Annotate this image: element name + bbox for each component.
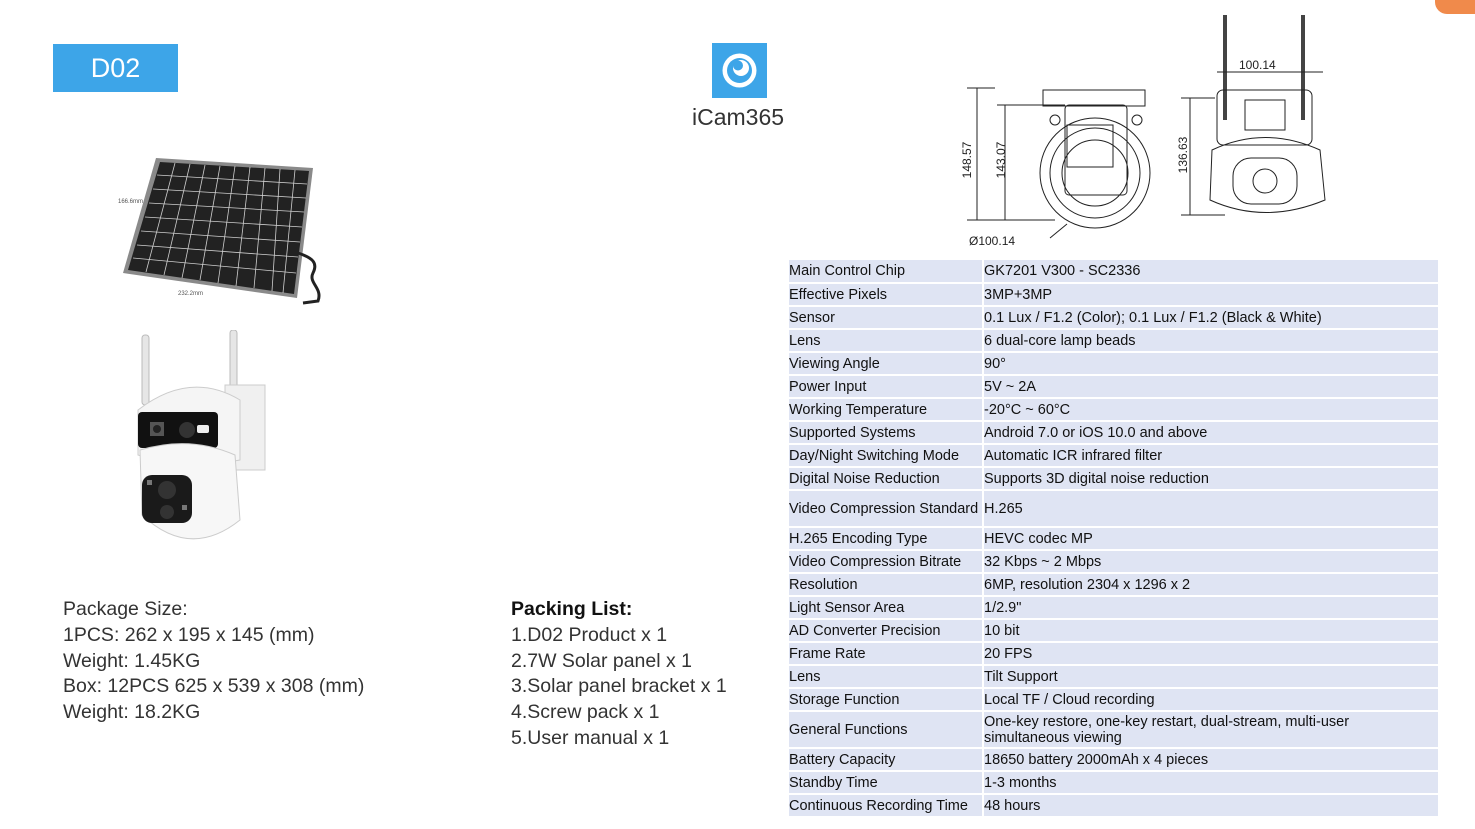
package-line: Package Size: — [63, 598, 188, 620]
spec-row — [789, 260, 1438, 283]
spec-value: 6MP, resolution 2304 x 1296 x 2 — [983, 573, 1438, 596]
spec-value: One-key restore, one-key restart, dual-stream, multi-user simultaneous viewing — [983, 711, 1438, 748]
spec-row — [789, 444, 1438, 467]
spec-key: Digital Noise Reduction — [789, 467, 983, 490]
spec-key: Effective Pixels — [789, 283, 983, 306]
spec-row — [789, 421, 1438, 444]
spec-row — [789, 283, 1438, 306]
spec-value: 6 dual-core lamp beads — [983, 329, 1438, 352]
spec-row — [789, 527, 1438, 550]
spec-value: Tilt Support — [983, 665, 1438, 688]
packing-item: 5.User manual x 1 — [511, 726, 670, 749]
spec-key: Continuous Recording Time — [789, 794, 983, 817]
spec-key: Working Temperature — [789, 398, 983, 421]
spec-key: AD Converter Precision — [789, 619, 983, 642]
spec-key: Viewing Angle — [789, 352, 983, 375]
spec-value: 32 Kbps ~ 2 Mbps — [983, 550, 1438, 573]
spec-row — [789, 573, 1438, 596]
packing-item: 3.Solar panel bracket x 1 — [511, 675, 727, 698]
package-info — [63, 597, 364, 726]
dim-height-2: 143.07 — [994, 141, 1008, 179]
spec-value: 3MP+3MP — [983, 283, 1438, 306]
spec-value: 0.1 Lux / F1.2 (Color); 0.1 Lux / F1.2 (Black & White) — [983, 306, 1438, 329]
spec-row — [789, 329, 1438, 352]
package-line: 1PCS: 262 x 195 x 145 (mm) — [63, 623, 315, 646]
spec-row — [789, 398, 1438, 421]
spec-row — [789, 771, 1438, 794]
spec-row — [789, 375, 1438, 398]
dim-height-3: 136.63 — [1176, 136, 1190, 174]
spec-key: Supported Systems — [789, 421, 983, 444]
packing-item: 1.D02 Product x 1 — [511, 623, 668, 646]
spec-row — [789, 794, 1438, 817]
spec-key: Standby Time — [789, 771, 983, 794]
spec-value: 1-3 months — [983, 771, 1438, 794]
spec-row — [789, 748, 1438, 771]
model-badge: D02 — [53, 44, 178, 92]
spec-row — [789, 642, 1438, 665]
spec-key: Sensor — [789, 306, 983, 329]
dim-width: 100.14 — [1239, 58, 1276, 72]
spec-value: 20 FPS — [983, 642, 1438, 665]
spec-key: Storage Function — [789, 688, 983, 711]
spec-row — [789, 619, 1438, 642]
packing-item: 2.7W Solar panel x 1 — [511, 649, 693, 672]
spec-value: Local TF / Cloud recording — [983, 688, 1438, 711]
spec-value: 1/2.9" — [983, 596, 1438, 619]
spec-value: 5V ~ 2A — [983, 375, 1438, 398]
spec-row — [789, 550, 1438, 573]
spec-table — [789, 260, 1438, 818]
spec-value: 48 hours — [983, 794, 1438, 817]
icam365-app-icon — [712, 43, 767, 98]
solar-dim-a: 166.6mm — [118, 199, 144, 205]
camera-image — [130, 330, 272, 550]
spec-row — [789, 306, 1438, 329]
spec-key: Lens — [789, 329, 983, 352]
spec-key: Battery Capacity — [789, 748, 983, 771]
spec-value: 10 bit — [983, 619, 1438, 642]
spec-value: Supports 3D digital noise reduction — [983, 467, 1438, 490]
spec-row — [789, 352, 1438, 375]
spec-row — [789, 596, 1438, 619]
spec-key: Video Compression Bitrate — [789, 550, 983, 573]
spec-key: H.265 Encoding Type — [789, 527, 983, 550]
package-line: Weight: 1.45KG — [63, 649, 201, 672]
spec-key: Video Compression Standard — [789, 490, 983, 527]
packing-list — [511, 597, 727, 752]
packing-list-title: Packing List: — [511, 598, 633, 620]
spec-row — [789, 467, 1438, 490]
spec-key: Lens — [789, 665, 983, 688]
spec-row — [789, 490, 1438, 527]
spec-value: Automatic ICR infrared filter — [983, 444, 1438, 467]
spec-key: General Functions — [789, 711, 983, 748]
spec-key: Day/Night Switching Mode — [789, 444, 983, 467]
app-name: iCam365 — [692, 104, 785, 130]
corner-tab — [1435, 0, 1475, 14]
spec-value: 90° — [983, 352, 1438, 375]
spec-key: Power Input — [789, 375, 983, 398]
spec-key: Frame Rate — [789, 642, 983, 665]
dim-height-1: 148.57 — [960, 141, 974, 179]
spec-key: Main Control Chip — [789, 260, 983, 283]
package-line: Box: 12PCS 625 x 539 x 308 (mm) — [63, 675, 365, 698]
solar-dim-b: 232.2mm — [178, 291, 204, 297]
spec-key: Light Sensor Area — [789, 596, 983, 619]
spec-value: HEVC codec MP — [983, 527, 1438, 550]
spec-row — [789, 688, 1438, 711]
solar-panel-image — [113, 153, 325, 308]
dimension-drawing — [955, 10, 1340, 255]
spec-value: Android 7.0 or iOS 10.0 and above — [983, 421, 1438, 444]
spec-row — [789, 665, 1438, 688]
spec-row — [789, 711, 1438, 748]
spec-value: 18650 battery 2000mAh x 4 pieces — [983, 748, 1438, 771]
package-line: Weight: 18.2KG — [63, 701, 201, 724]
spec-value: GK7201 V300 - SC2336 — [983, 260, 1438, 283]
spec-value: -20°C ~ 60°C — [983, 398, 1438, 421]
spec-value: H.265 — [983, 490, 1438, 527]
dim-diameter: Ø100.14 — [969, 234, 1016, 248]
spec-key: Resolution — [789, 573, 983, 596]
packing-item: 4.Screw pack x 1 — [511, 701, 660, 724]
